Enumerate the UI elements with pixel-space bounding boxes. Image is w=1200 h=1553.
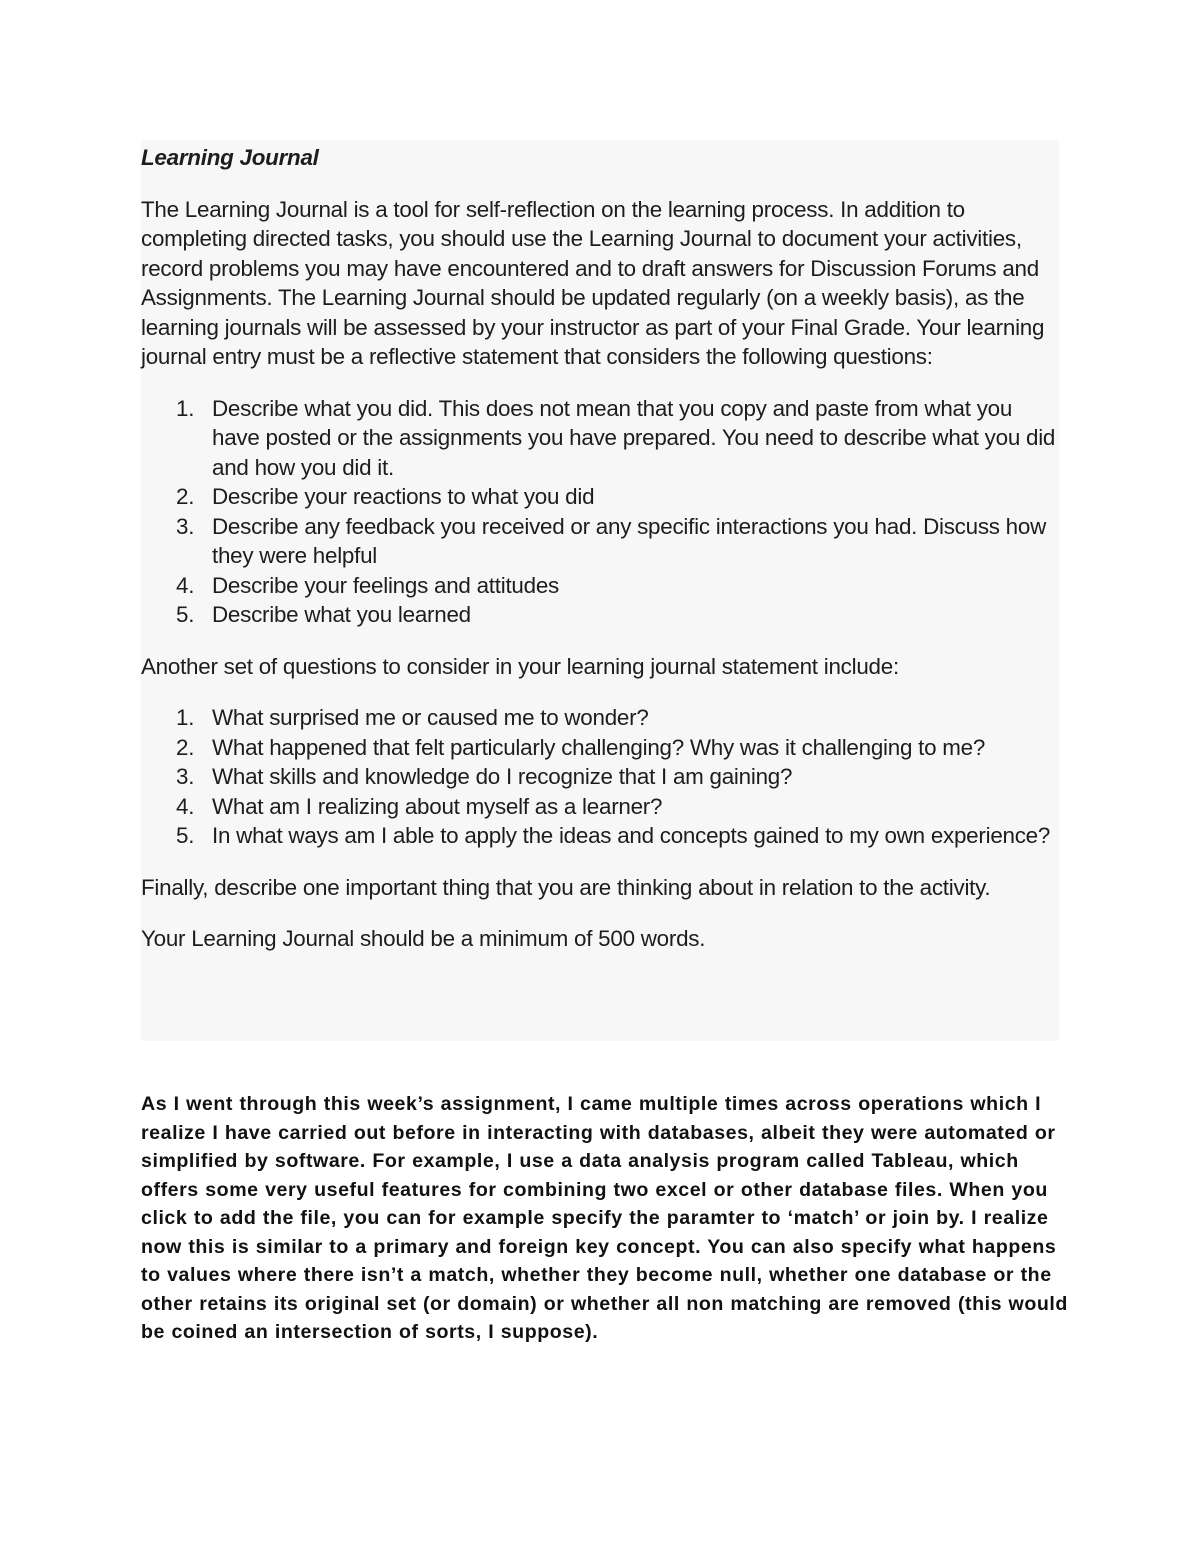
list-item-text: Describe your reactions to what you did (212, 484, 595, 509)
list-item-text: Describe any feedback you received or any specific interactions you had. Discuss how they were helpful (212, 513, 1047, 568)
list-item (141, 821, 1061, 851)
list-number: 3. (176, 764, 195, 789)
list-item (141, 703, 1061, 733)
list-item (141, 733, 1061, 763)
list-item (141, 571, 1061, 601)
assignment-prompt (141, 143, 1061, 976)
list-item (141, 762, 1061, 792)
list-number: 2. (176, 484, 195, 509)
list-number: 4. (176, 793, 195, 819)
list-number: 4. (176, 572, 195, 598)
word-minimum-paragraph: Your Learning Journal should be a minimum of 500 words. (141, 926, 706, 951)
list-number: 5. (176, 823, 195, 848)
list-number: 1. (176, 705, 195, 730)
list-item (141, 512, 1061, 571)
list-number: 5. (176, 602, 195, 627)
list-number: 3. (176, 513, 195, 539)
list-item (141, 394, 1061, 483)
finally-paragraph: Finally, describe one important thing that you are thinking about in relation to the activity. (141, 874, 991, 900)
intro-paragraph: The Learning Journal is a tool for self-reflection on the learning process. In addition to completing directed tasks, you should use the Learning Journal to document your activities, record problems you may have encountered and to draft answers for Discussion Forums and Assignments. The Learning Journal should be updated regularly (on a weekly basis), as the learning journals will be assessed by your instructor as part of your Final Grade. Your learning journal entry must be a reflective statement that considers the following questions: (141, 196, 1045, 369)
list-item-text: Describe what you did. This does not mean that you copy and paste from what you have posted or the assignments you have prepared. You need to describe what you did and how you did it. (212, 395, 1056, 480)
list-item-text: What happened that felt particularly challenging? Why was it challenging to me? (212, 734, 986, 760)
list-item-text: What am I realizing about myself as a learner? (212, 793, 663, 819)
list-number: 1. (176, 395, 195, 421)
list-item-text: Describe your feelings and attitudes (212, 572, 559, 598)
list2-intro-paragraph: Another set of questions to consider in your learning journal statement include: (141, 653, 899, 679)
list-item (141, 792, 1061, 822)
list-item (141, 482, 1061, 512)
journal-response-paragraph: As I went through this week’s assignment, I came multiple times across operations which I realize I have carried out before in interacting with databases, albeit they were automated or simplified by software. For example, I use a data analysis program called Tableau, which offers some very useful features for combining two excel or other database files. When you click to add the file, you can for example specify the paramter to ‘match’ or join by. I realize now this is similar to a primary and foreign key concept. You can also specify what happens to values where there isn’t a match, whether they become null, whether one database or the other retains its original set (or domain) or whether all non matching are removed (this would be coined an intersection of sorts, I suppose). (141, 1093, 1068, 1343)
additional-questions-list (141, 703, 1061, 851)
list-item-text: Describe what you learned (212, 602, 471, 627)
list-item (141, 600, 1061, 630)
list-item-text: In what ways am I able to apply the ideas and concepts gained to my own experience? (212, 823, 1051, 848)
document-title: Learning Journal (141, 145, 319, 170)
list-item-text: What surprised me or caused me to wonder? (212, 705, 649, 730)
list-item-text: What skills and knowledge do I recognize that I am gaining? (212, 764, 793, 789)
reflection-questions-list (141, 394, 1061, 630)
list-number: 2. (176, 734, 195, 760)
